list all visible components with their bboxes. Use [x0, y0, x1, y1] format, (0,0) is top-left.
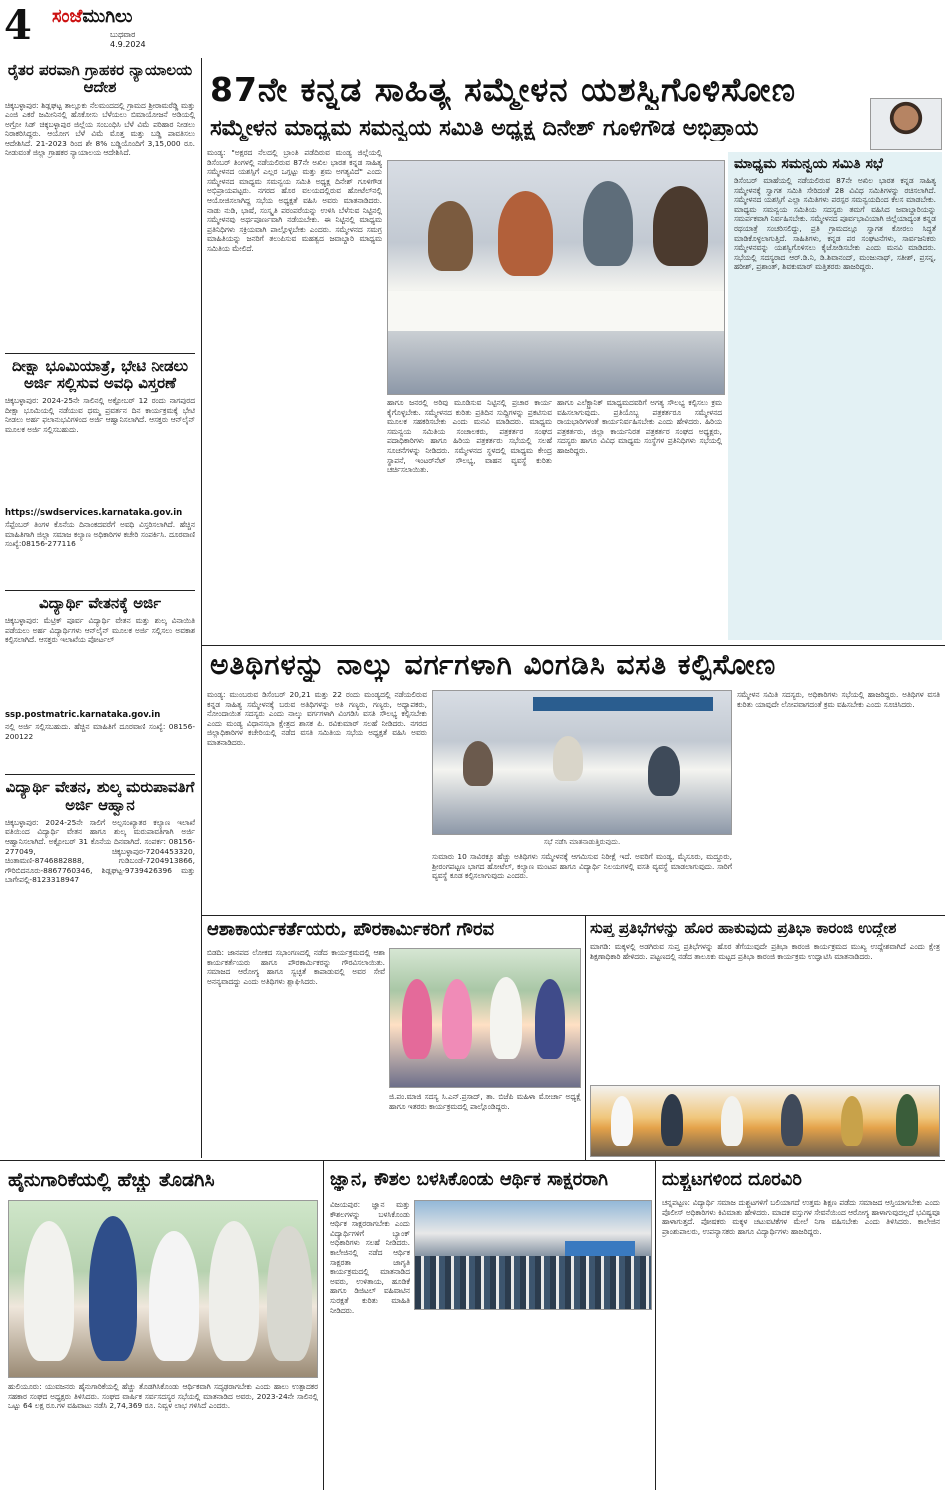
story2-col-3: ಸಮ್ಮೇಳನ ಸಮಿತಿ ಸದಸ್ಯರು, ಅಧಿಕಾರಿಗಳು ಸಭೆಯಲ್ಲಿ ಹಾಜರಿದ್ದರು. ಅತಿಥಿಗಳ ವಸತಿ ಕುರಿತು ಯಾವುದೇ ಲೋಪವಾಗದಂತೆ ಕ್ರಮ ವಹಿಸಬೇಕು ಎಂದು ಸೂಚಿಸಿದರು. [737, 690, 940, 709]
person-figure [611, 1096, 633, 1146]
brief-body: ಚಿಕ್ಕಬಳ್ಳಾಪುರ: 2024-25ನೇ ಸಾಲಿನಲ್ಲಿ ಅಕ್ಟೋಬರ್ 12 ರಂದು ನಾಗಪುರದ ದೀಕ್ಷಾ ಭೂಮಿಯಲ್ಲಿ ನಡೆಯುವ ಧಮ್ಮ ಪ್ರವರ್ತನ ದಿನ ಕಾರ್ಯಕ್ರಮಕ್ಕೆ ಭೇಟಿ ನೀಡಲು ಅರ್ಹ ಫಲಾನುಭವಿಗಳಿಂದ ಅರ್ಜಿ ಆಹ್ವಾನಿಸಲಾಗಿದೆ. ಆಸಕ್ತರು ಆನ್‌ಲೈನ್ ಮೂಲಕ ಅರ್ಜಿ ಸಲ್ಲಿಸಬಹುದು. [5, 396, 195, 434]
person-figure [896, 1094, 918, 1146]
column-rule [323, 1160, 324, 1490]
brief-body: ನಲ್ಲಿ ಅರ್ಜಿ ಸಲ್ಲಿಸಬಹುದು. ಹೆಚ್ಚಿನ ಮಾಹಿತಿಗೆ ದೂರವಾಣಿ ಸಂಖ್ಯೆ: 08156-200122 [5, 722, 195, 741]
web-link[interactable]: https://swdservices.karnataka.gov.in [5, 508, 183, 518]
story5-headline: ಹೈನುಗಾರಿಕೆಯಲ್ಲಿ ಹೆಚ್ಚು ತೊಡಗಿಸಿ [8, 1170, 215, 1191]
crowd [415, 1256, 652, 1310]
photo-caption: ಜಿ.ಪಂ.ಮಾಜಿ ಸದಸ್ಯ ಸಿ.ಎನ್.ಪ್ರಸಾದ್, ತಾ. ಬಿಜೆಪಿ ಮಹಿಳಾ ಮೋರ್ಚಾ ಅಧ್ಯಕ್ಷೆ ಹಾಗೂ ಇತರರು ಕಾರ್ಯಕ್ರಮದಲ್ಲಿ ಪಾಲ್ಗೊಂಡಿದ್ದರು. [389, 1092, 581, 1111]
page-number: 4 [4, 2, 32, 49]
issue-day: ಬುಧವಾರ [110, 30, 136, 39]
story6-body: ವಿಜಯಪುರ: ಜ್ಞಾನ ಮತ್ತು ಕೌಶಲಗಳನ್ನು ಬಳಸಿಕೊಂಡು ಆರ್ಥಿಕ ಸಾಕ್ಷರರಾಗಬೇಕು ಎಂದು ವಿದ್ಯಾರ್ಥಿಗಳಿಗೆ ಬ್ಯಾಂಕ್ ಅಧಿಕಾರಿಗಳು ಸಲಹೆ ನೀಡಿದರು. ಕಾಲೇಜಿನಲ್ಲಿ ನಡೆದ ಆರ್ಥಿಕ ಸಾಕ್ಷರತಾ ಜಾಗೃತಿ ಕಾರ್ಯಕ್ರಮದಲ್ಲಿ ಮಾತನಾಡಿದ ಅವರು, ಉಳಿತಾಯ, ಹೂಡಿಕೆ ಹಾಗೂ ಡಿಜಿಟಲ್ ವಹಿವಾಟಿನ ಸುರಕ್ಷತೆ ಕುರಿತು ಮಾಹಿತಿ ನೀಡಿದರು. [330, 1200, 410, 1315]
person-figure [781, 1094, 803, 1146]
committee-meeting-photo [432, 690, 732, 835]
brief-body: ಚಿಕ್ಕಬಳ್ಳಾಪುರ: ಶಿಡ್ಲಘಟ್ಟ ತಾಲ್ಲೂಕು ನೆಲಮಂದದಲ್ಲಿ ಗ್ರಾಮದ ಶ್ರೀರಾಮರೆಡ್ಡಿ ಮತ್ತು ಎಂಜಿ ಎಕರೆ ಜಮೀನಿನಲ್ಲಿ ಹೊಕೋಸು ಬೆಳೆಯಲು ಬಿಮಾಯೋಜನೆ ಅಡಿಯಲ್ಲಿ ಅಗ್ರೋ ಸಿಡ್ ಚಿಕ್ಕಬಳ್ಳಾಪುರ ಜಿಲ್ಲೆಯ ಸಂಬಂಧಿಸಿ ಬೆಳೆ ವಿಮೆ ಪರಿಹಾರ ನೀಡಲು ನಿರಾಕರಿಸಿದ್ದರು. ಆಯೋಗ ಬೆಳೆ ವಿಮೆ ಮೊತ್ತ ಮತ್ತು ಬಡ್ಡಿ ಪಾವತಿಸಲು ಆದೇಶಿಸಿದೆ. 21-2023 ರಿಂದ ಶೇ 8% ಬಡ್ಡಿಯೊಂದಿಗೆ 3,15,000 ರೂ. ನೀಡುವಂತೆ ಜಿಲ್ಲಾ ಗ್ರಾಹಕರ ನ್ಯಾಯಾಲಯ ಆದೇಶಿಸಿದೆ. [5, 100, 195, 158]
brief-body: ಚಿಕ್ಕಬಳ್ಳಾಪುರ: 2024-25ನೇ ಸಾಲಿಗೆ ಅಲ್ಪಸಂಖ್ಯಾತರ ಕಲ್ಯಾಣ ಇಲಾಖೆ ವತಿಯಿಂದ ವಿದ್ಯಾರ್ಥಿ ವೇತನ ಹಾಗೂ ಶುಲ್ಕ ಮರುಪಾವತಿಗಾಗಿ ಅರ್ಜಿ ಆಹ್ವಾನಿಸಲಾಗಿದೆ. ಅಕ್ಟೋಬರ್ 31 ಕೊನೆಯ ದಿನವಾಗಿದೆ. ಸಂಪರ್ಕ: 08156-277049, ಚಿಕ್ಕಬಳ್ಳಾಪುರ-7204453320, ಚಿಂತಾಮಣಿ-8746882888, ಗುಡಿಬಂಡೆ-7204913866, ಗೌರಿಬಿದನೂರು-8867760346, ಶಿಡ್ಲಘಟ್ಟ-9739426396 ಮತ್ತು ಬಾಗೇಪಲ್ಲಿ-8123318947 [5, 817, 195, 885]
lead-headline: 87ನೇ ಕನ್ನಡ ಸಾಹಿತ್ಯ ಸಮ್ಮೇಳನ ಯಶಸ್ವಿಗೊಳಿಸೋಣ [210, 70, 796, 109]
person-figure [89, 1216, 137, 1361]
brief-headline: ವಿದ್ಯಾರ್ಥಿ ವೇತನಕ್ಕೆ ಅರ್ಜಿ [39, 594, 161, 612]
brief-body: ಚಿಕ್ಕಬಳ್ಳಾಪುರ: ಮೆಟ್ರಿಕ್ ಪೂರ್ವ ವಿದ್ಯಾರ್ಥಿ ವೇತನ ಮತ್ತು ಶುಲ್ಕ ವಿನಾಯಿತಿ ಪಡೆಯಲು ಅರ್ಹ ವಿದ್ಯಾರ್ಥಿಗಳು ಆನ್‌ಲೈನ್ ಮೂಲಕ ಅರ್ಜಿ ಸಲ್ಲಿಸಲು ಅವಕಾಶ ಕಲ್ಪಿಸಲಾಗಿದೆ. ಆಸಕ್ತರು ಇಲಾಖೆಯ ಪೋರ್ಟಲ್ [5, 616, 195, 645]
photo-caption: ಸಭೆ ನಡೆಸಿ ಮಾತನಾಡುತ್ತಿರುವುದು. [543, 838, 621, 846]
story4-headline: ಸುಪ್ತ ಪ್ರತಿಭೆಗಳನ್ನು ಹೊರ ಹಾಕುವುದು ಪ್ರತಿಭಾ ಕಾರಂಜಿ ಉದ್ದೇಶ [590, 920, 897, 937]
column-rule [655, 1160, 656, 1490]
sidebar-box [728, 152, 942, 640]
masthead [0, 0, 945, 52]
logo-part2: ಮುಗಿಲು [82, 6, 133, 27]
person-figure [149, 1231, 199, 1361]
story3-body: ಬಿಡದಿ: ಜಾನಪದ ಲೋಕದ ಸಭಾಂಗಣದಲ್ಲಿ ನಡೆದ ಕಾರ್ಯಕ್ರಮದಲ್ಲಿ ಆಶಾ ಕಾರ್ಯಕರ್ತೆಯರು ಹಾಗೂ ಪೌರಕಾರ್ಮಿಕರನ್ನು ಗೌರವಿಸಲಾಯಿತು. ಸಮಾಜದ ಆರೋಗ್ಯ ಹಾಗೂ ಸ್ವಚ್ಛತೆ ಕಾಪಾಡುವಲ್ಲಿ ಅವರ ಸೇವೆ ಅನನ್ಯವಾದದ್ದು ಎಂದು ಅತಿಥಿಗಳು ಶ್ಲಾಘಿಸಿದರು. [207, 948, 385, 986]
section-rule [201, 645, 945, 646]
story2-headline: ಅತಿಥಿಗಳನ್ನು ನಾಲ್ಕು ವರ್ಗಗಳಾಗಿ ವಿಂಗಡಿಸಿ ವಸತಿ ಕಲ್ಪಿಸೋಣ [210, 648, 777, 681]
sidebar-headline: ಮಾಧ್ಯಮ ಸಮನ್ವಯ ಸಮಿತಿ ಸಭೆ [734, 156, 883, 172]
person-figure [661, 1094, 683, 1146]
lead-col-3: ಹಾಗೂ ಎಲೆಕ್ಟ್ರಾನಿಕ್ ಮಾಧ್ಯಮದವರಿಗೆ ಅಗತ್ಯ ಸೌಲಭ್ಯ ಕಲ್ಪಿಸಲು ಕ್ರಮ ವಹಿಸಲಾಗುವುದು. ಪ್ರತಿಯೊಬ್ಬ ಪತ್ರಕರ್ತರೂ ಸಮ್ಮೇಳನದ ರಾಯಭಾರಿಗಳಂತೆ ಕಾರ್ಯನಿರ್ವಹಿಸಬೇಕು ಎಂದು ಹೇಳಿದರು. ಹಿರಿಯ ಪತ್ರಕರ್ತರು, ಜಿಲ್ಲಾ ಕಾರ್ಯನಿರತ ಪತ್ರಕರ್ತರ ಸಂಘದ ಅಧ್ಯಕ್ಷರು, ಸದಸ್ಯರು ಹಾಗೂ ವಿವಿಧ ಮಾಧ್ಯಮ ಸಂಸ್ಥೆಗಳ ಪ್ರತಿನಿಧಿಗಳು ಸಭೆಯಲ್ಲಿ ಹಾಜರಿದ್ದರು. [557, 398, 722, 455]
person-figure [209, 1221, 259, 1361]
person-figure [498, 191, 553, 276]
person-figure [535, 979, 565, 1059]
story4-body: ಮಾಗಡಿ: ಮಕ್ಕಳಲ್ಲಿ ಅಡಗಿರುವ ಸುಪ್ತ ಪ್ರತಿಭೆಗಳನ್ನು ಹೊರ ತೆಗೆಯುವುದೇ ಪ್ರತಿಭಾ ಕಾರಂಜಿ ಕಾರ್ಯಕ್ರಮದ ಮುಖ್ಯ ಉದ್ದೇಶವಾಗಿದೆ ಎಂದು ಕ್ಷೇತ್ರ ಶಿಕ್ಷಣಾಧಿಕಾರಿ ಹೇಳಿದರು. ಪಟ್ಟಣದಲ್ಲಿ ನಡೆದ ತಾಲೂಕು ಮಟ್ಟದ ಪ್ರತಿಭಾ ಕಾರಂಜಿ ಕಾರ್ಯಕ್ರಮ ಉದ್ಘಾಟಿಸಿ ಮಾತನಾಡಿದರು. [590, 942, 940, 961]
brief-headline: ದೀಕ್ಷಾ ಭೂಮಿಯಾತ್ರೆ, ಭೇಟಿ ನೀಡಲು ಅರ್ಜಿ ಸಲ್ಲಿಸುವ ಅವಧಿ ವಿಸ್ತರಣೆ [11, 356, 189, 392]
brief-headline: ವಿದ್ಯಾರ್ಥಿ ವೇತನ, ಶುಲ್ಕ ಮರುಪಾವತಿಗೆ ಅರ್ಜಿ ಆಹ್ವಾನ [5, 778, 195, 814]
person-figure [653, 186, 708, 266]
divider [5, 774, 195, 775]
story2-col-2: ಸುಮಾರು 10 ಸಾವಿರಕ್ಕೂ ಹೆಚ್ಚು ಅತಿಥಿಗಳು ಸಮ್ಮೇಳನಕ್ಕೆ ಆಗಮಿಸುವ ನಿರೀಕ್ಷೆ ಇದೆ. ಅವರಿಗೆ ಮಂಡ್ಯ, ಮೈಸೂರು, ಮದ್ದೂರು, ಶ್ರೀರಂಗಪಟ್ಟಣ ಭಾಗದ ಹೋಟೆಲ್, ಕಲ್ಯಾಣ ಮಂಟಪ ಹಾಗೂ ವಿದ್ಯಾರ್ಥಿ ನಿಲಯಗಳಲ್ಲಿ ವಸತಿ ವ್ಯವಸ್ಥೆ ಮಾಡಲಾಗುವುದು. ಸಾರಿಗೆ ವ್ಯವಸ್ಥೆ ಕೂಡ ಕಲ್ಪಿಸಲಾಗುವುದು ಎಂದರು. [432, 852, 732, 881]
person-figure [428, 201, 473, 271]
person-figure [648, 746, 680, 796]
story5-body: ಹುಲಿಯೂರು: ಯುವಜನರು ಹೈನುಗಾರಿಕೆಯಲ್ಲಿ ಹೆಚ್ಚು ತೊಡಗಿಸಿಕೊಂಡು ಆರ್ಥಿಕವಾಗಿ ಸದೃಢರಾಗಬೇಕು ಎಂದು ಹಾಲು ಉತ್ಪಾದಕರ ಸಹಕಾರ ಸಂಘದ ಅಧ್ಯಕ್ಷರು ತಿಳಿಸಿದರು. ಸಂಘದ ವಾರ್ಷಿಕ ಸರ್ವಸದಸ್ಯರ ಸಭೆಯಲ್ಲಿ ಮಾತನಾಡಿದ ಅವರು, 2023-24ನೇ ಸಾಲಿನಲ್ಲಿ ಒಟ್ಟು 64 ಲಕ್ಷ ರೂ.ಗಳ ವಹಿವಾಟು ನಡೆಸಿ 2,74,369 ರೂ. ನಿವ್ವಳ ಲಾಭ ಗಳಿಸಿದೆ ಎಂದರು. [8, 1382, 318, 1411]
lead-col-2: ಹಾಗೂ ಜನರಲ್ಲಿ ಅರಿವು ಮೂಡಿಸುವ ನಿಟ್ಟಿನಲ್ಲಿ ಪ್ರಚಾರ ಕಾರ್ಯ ಕೈಗೊಳ್ಳಬೇಕು. ಸಮ್ಮೇಳನದ ಕುರಿತು ಪ್ರತಿದಿನ ಸುದ್ದಿಗಳನ್ನು ಪ್ರಕಟಿಸುವ ಮೂಲಕ ಸಹಕರಿಸಬೇಕು ಎಂದು ಮನವಿ ಮಾಡಿದರು. ಮಾಧ್ಯಮ ಸಮನ್ವಯ ಸಮಿತಿಯ ಸಂಚಾಲಕರು, ಪತ್ರಕರ್ತರ ಸಂಘದ ಪದಾಧಿಕಾರಿಗಳು ಹಾಗೂ ಹಿರಿಯ ಪತ್ರಕರ್ತರು ಸಭೆಯಲ್ಲಿ ಸಲಹೆ ಸೂಚನೆಗಳನ್ನು ನೀಡಿದರು. ಸಮ್ಮೇಳನದ ಸ್ಥಳದಲ್ಲಿ ಮಾಧ್ಯಮ ಕೇಂದ್ರ ಸ್ಥಾಪನೆ, ಇಂಟರ್‌ನೆಟ್ ಸೌಲಭ್ಯ, ವಾಹನ ವ್ಯವಸ್ಥೆ ಕುರಿತು ಚರ್ಚಿಸಲಾಯಿತು. [387, 398, 552, 475]
person-figure [463, 741, 493, 786]
author-portrait-photo [870, 98, 942, 150]
felicitation-photo [389, 948, 581, 1088]
person-figure [442, 979, 472, 1059]
meeting-photo [387, 160, 725, 395]
story2-col-1: ಮಂಡ್ಯ: ಮುಂಬರುವ ಡಿಸೆಂಬರ್ 20,21 ಮತ್ತು 22 ರಂದು ಮಂಡ್ಯದಲ್ಲಿ ನಡೆಯಲಿರುವ ಕನ್ನಡ ಸಾಹಿತ್ಯ ಸಮ್ಮೇಳನಕ್ಕೆ ಬರುವ ಅತಿಥಿಗಳನ್ನು ಅತಿ ಗಣ್ಯರು, ಗಣ್ಯರು, ಅಧ್ಯಾಪಕರು, ನೋಂದಾಯಿತ ಸದಸ್ಯರು ಎಂದು ನಾಲ್ಕು ವರ್ಗಗಳಾಗಿ ವಿಂಗಡಿಸಿ ವಸತಿ ಸೌಲಭ್ಯ ಕಲ್ಪಿಸಬೇಕು ಎಂದು ಮಂಡ್ಯ ವಿಧಾನಸಭಾ ಕ್ಷೇತ್ರದ ಶಾಸಕ ಪಿ. ರವಿಕುಮಾರ್ ಸಲಹೆ ನೀಡಿದರು. ನಗರದ ಜಿಲ್ಲಾಧಿಕಾರಿಗಳ ಕಚೇರಿಯಲ್ಲಿ ನಡೆದ ವಸತಿ ಸಮಿತಿಯ ಸಭೆಯ ಅಧ್ಯಕ್ಷತೆ ವಹಿಸಿ ಅವರು ಮಾತನಾಡಿದರು. [207, 690, 427, 747]
web-link[interactable]: ssp.postmatric.karnataka.gov.in [5, 710, 161, 721]
person-figure [553, 736, 583, 781]
story3-headline: ಆಶಾಕಾರ್ಯಕರ್ತೆಯರು, ಪೌರಕಾರ್ಮಿಕರಿಗೆ ಗೌರವ [207, 920, 495, 940]
person-figure [267, 1226, 312, 1361]
person-figure [841, 1096, 863, 1146]
divider [5, 590, 195, 591]
person-figure [721, 1096, 743, 1146]
person-figure [583, 181, 633, 266]
logo-part1: ಸಂಜೆ [52, 6, 83, 27]
person-figure [24, 1221, 74, 1361]
story7-headline: ದುಶ್ಚಟಗಳಿಂದ ದೂರವಿರಿ [662, 1170, 802, 1190]
brief-body: ಸೆಪ್ಟೆಂಬರ್ ತಿಂಗಳ ಕೊನೆಯ ದಿನಾಂಕದವರೆಗೆ ಅವಧಿ ವಿಸ್ತರಿಸಲಾಗಿದೆ. ಹೆಚ್ಚಿನ ಮಾಹಿತಿಗಾಗಿ ಜಿಲ್ಲಾ ಸಮಾಜ ಕಲ್ಯಾಣ ಅಧಿಕಾರಿಗಳ ಕಚೇರಿ ಸಂಪರ್ಕಿಸಿ. ದೂರವಾಣಿ ಸಂಖ್ಯೆ:08156-277116 [5, 520, 195, 549]
banner [533, 697, 713, 711]
person-figure [402, 979, 432, 1059]
column-rule [585, 915, 586, 1160]
story6-headline: ಜ್ಞಾನ, ಕೌಶಲ ಬಳಸಿಕೊಂಡು ಆರ್ಥಿಕ ಸಾಕ್ಷರರಾಗಿ [330, 1170, 609, 1190]
meeting-table [388, 291, 725, 331]
divider [5, 353, 195, 354]
lead-col-1: ಮಂಡ್ಯ: "ಅಕ್ಷರದ ನೆಲದಲ್ಲಿ ಬ್ರಾಂತಿ ಪಡೆದಿರುವ ಮಂಡ್ಯ ಜಿಲ್ಲೆಯಲ್ಲಿ ಡಿಸೆಂಬರ್ ತಿಂಗಳಲ್ಲಿ ನಡೆಯಲಿರುವ 87ನೇ ಅಖಿಲ ಭಾರತ ಕನ್ನಡ ಸಾಹಿತ್ಯ ಸಮ್ಮೇಳನದ ಯಶಸ್ಸಿಗೆ ಎಲ್ಲರ ಒಗ್ಗಟ್ಟು ಮತ್ತು ಶ್ರಮ ಅಗತ್ಯವಿದೆ" ಎಂದು ಸಮ್ಮೇಳನದ ಮಾಧ್ಯಮ ಸಮನ್ವಯ ಸಮಿತಿ ಅಧ್ಯಕ್ಷ ದಿನೇಶ್ ಗೂಳಿಗೌಡ ಅಭಿಪ್ರಾಯಪಟ್ಟರು. ನಗರದ ಹೊರ ವಲಯದಲ್ಲಿರುವ ಹೋಟೆಲ್‌ನಲ್ಲಿ ಆಯೋಜಿಸಲಾಗಿದ್ದ ಸಭೆಯ ಅಧ್ಯಕ್ಷತೆ ವಹಿಸಿ ಅವರು ಮಾತನಾಡಿದರು. ನಾಡು ನುಡಿ, ಭಾಷೆ, ಸಂಸ್ಕೃತಿ ಪರಂಪರೆಯನ್ನು ಉಳಿಸಿ ಬೆಳೆಸುವ ನಿಟ್ಟಿನಲ್ಲಿ ಸಮ್ಮೇಳನವು ಅರ್ಥಪೂರ್ಣವಾಗಿ ನಡೆಯಬೇಕು. ಈ ನಿಟ್ಟಿನಲ್ಲಿ ಮಾಧ್ಯಮ ಪ್ರತಿನಿಧಿಗಳು ಸಕ್ರಿಯವಾಗಿ ಪಾಲ್ಗೊಳ್ಳಬೇಕು ಎಂದರು. ಸಮ್ಮೇಳನದ ಸಮಗ್ರ ಮಾಹಿತಿಯನ್ನು ಜನರಿಗೆ ತಲುಪಿಸುವ ಮಹತ್ವದ ಜವಾಬ್ದಾರಿ ಮಾಧ್ಯಮ ಸಮಿತಿಯ ಮೇಲಿದೆ. [207, 148, 382, 253]
section-rule [0, 1160, 945, 1161]
column-rule [201, 58, 202, 1158]
program-photo [590, 1085, 940, 1157]
person-figure [490, 977, 522, 1059]
issue-date: 4.9.2024 [110, 40, 146, 49]
left-brief-column [5, 62, 195, 1157]
lead-subheadline: ಸಮ್ಮೇಳನ ಮಾಧ್ಯಮ ಸಮನ್ವಯ ಸಮಿತಿ ಅಧ್ಯಕ್ಷ ದಿನೇಶ್ ಗೂಳಿಗೌಡ ಅಭಿಪ್ರಾಯ [210, 116, 759, 141]
brief-headline: ರೈತರ ಪರವಾಗಿ ಗ್ರಾಹಕರ ನ್ಯಾಯಾಲಯ ಆದೇಶ [7, 62, 193, 97]
section-rule [201, 915, 945, 916]
students-assembly-photo [414, 1200, 652, 1310]
story6-continued [414, 1314, 652, 1484]
paper-logo [52, 6, 132, 27]
sidebar-body: ಡಿಸೆಂಬರ್ ಮಾಹೆಯಲ್ಲಿ ನಡೆಯಲಿರುವ 87ನೇ ಅಖಿಲ ಭಾರತ ಕನ್ನಡ ಸಾಹಿತ್ಯ ಸಮ್ಮೇಳನಕ್ಕೆ ಸ್ವಾಗತ ಸಮಿತಿ ಸೇರಿದಂತೆ 28 ವಿವಿಧ ಸಮಿತಿಗಳನ್ನು ರಚಿಸಲಾಗಿದೆ. ಸಮ್ಮೇಳನದ ಯಶಸ್ಸಿಗೆ ಎಲ್ಲಾ ಸಮಿತಿಗಳು ಪರಸ್ಪರ ಸಮನ್ವಯದಿಂದ ಕೆಲಸ ಮಾಡಬೇಕು. ಮಾಧ್ಯಮ ಸಮನ್ವಯ ಸಮಿತಿಯ ಸದಸ್ಯರು ತಮಗೆ ವಹಿಸಿದ ಜವಾಬ್ದಾರಿಯನ್ನು ಸಮರ್ಪಕವಾಗಿ ನಿರ್ವಹಿಸಬೇಕು. ಸಮ್ಮೇಳನದ ಪೂರ್ವಭಾವಿಯಾಗಿ ಜಿಲ್ಲೆಯಾದ್ಯಂತ ಕನ್ನಡ ರಥಯಾತ್ರೆ ಸಂಚರಿಸಲಿದ್ದು, ಪ್ರತಿ ಗ್ರಾಮದಲ್ಲೂ ಸ್ವಾಗತ ಕೋರಲು ಸಿದ್ಧತೆ ಮಾಡಿಕೊಳ್ಳಲಾಗುತ್ತಿದೆ. ಸಾಹಿತಿಗಳು, ಕನ್ನಡ ಪರ ಸಂಘಟನೆಗಳು, ಸಾರ್ವಜನಿಕರು ಸಮ್ಮೇಳನವನ್ನು ಯಶಸ್ವಿಗೊಳಿಸಲು ಕೈಜೋಡಿಸಬೇಕು ಎಂದು ಮನವಿ ಮಾಡಿದರು. ಸಭೆಯಲ್ಲಿ ಸದಸ್ಯರಾದ ಆರ್.ಡಿ.ನಿ, ಡಿ.ಶಿವಾನಂದ್, ಮಂಜುನಾಥ್, ಸತೀಶ್, ಪ್ರಸನ್ನ, ಹರೀಶ್, ಪ್ರಶಾಂತ್, ಶಿವಕುಮಾರ್ ಮತ್ತಿತರರು ಹಾಜರಿದ್ದರು. [734, 176, 936, 272]
dairy-award-photo [8, 1200, 318, 1378]
story7-body: ಚನ್ನಪಟ್ಟಣ: ವಿದ್ಯಾರ್ಥಿ ಸಮಾಜ ದುಶ್ಚಟಗಳಿಗೆ ಬಲಿಯಾಗದೆ ಉತ್ತಮ ಶಿಕ್ಷಣ ಪಡೆದು ಸಮಾಜದ ಆಸ್ತಿಯಾಗಬೇಕು ಎಂದು ಪೊಲೀಸ್ ಅಧಿಕಾರಿಗಳು ಕಿವಿಮಾತು ಹೇಳಿದರು. ಮಾದಕ ವಸ್ತುಗಳ ಸೇವನೆಯಿಂದ ಆರೋಗ್ಯ ಹಾಳಾಗುವುದಲ್ಲದೆ ಭವಿಷ್ಯವೂ ಹಾಳಾಗುತ್ತದೆ. ಪೋಷಕರು ಮಕ್ಕಳ ಚಟುವಟಿಕೆಗಳ ಮೇಲೆ ನಿಗಾ ವಹಿಸಬೇಕು ಎಂದು ತಿಳಿಸಿದರು. ಕಾಲೇಜಿನ ಪ್ರಾಂಶುಪಾಲರು, ಉಪನ್ಯಾಸಕರು ಹಾಗೂ ವಿದ್ಯಾರ್ಥಿಗಳು ಹಾಜರಿದ್ದರು. [662, 1198, 940, 1236]
